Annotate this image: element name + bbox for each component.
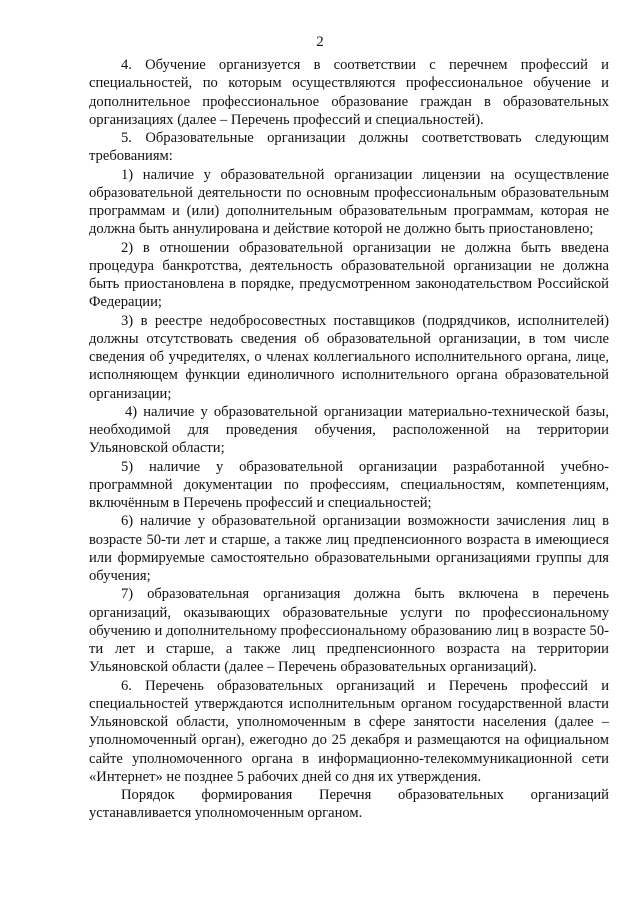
closing-paragraph: Порядок формирования Перечня образовательных организаций устанавливается уполномоченным органом.	[89, 787, 609, 822]
requirement-1: 1) наличие у образовательной организации лицензии на осуществление образовательной деятельности по основным профессиональным образовательным программам и (или) дополнительным образовательным программам, которая не должна быть аннулирована и действие которой не должно быть приостановлено;	[89, 166, 609, 238]
requirement-4: 4) наличие у образовательной организации материально-технической базы, необходимой для проведения обучения, расположенной на территории Ульяновской области;	[89, 403, 609, 457]
paragraph-item-6: 6. Перечень образовательных организаций и Перечень профессий и специальностей утверждаются исполнительным органом государственной власти Ульяновской области, уполномоченным в сфере занятости населения (далее – уполномоченный орган), ежегодно до 25 декабря и размещаются на официальном сайте уполномоченного органа в информационно-телекоммуникационной сети «Интернет» не позднее 5 рабочих дней со дня их утверждения.	[89, 677, 609, 785]
requirement-6: 6) наличие у образовательной организации возможности зачисления лиц в возрасте 50-ти лет и старше, а также лиц предпенсионного возраста в имеющиеся или формируемые самостоятельно образовательными организациями группы для обучения;	[89, 513, 609, 584]
paragraph-item-5: 5. Образовательные организации должны соответствовать следующим требованиям:	[89, 130, 609, 165]
page-number: 2	[316, 34, 324, 50]
paragraph-item-4: 4. Обучение организуется в соответствии с перечнем профессий и специальностей, по которым осуществляются профессиональное обучение и дополнительное профессиональное образование граждан в образовательных организациях (далее – Перечень профессий и специальностей).	[89, 57, 609, 128]
requirement-2: 2) в отношении образовательной организации не должна быть введена процедура банкротства, деятельность образовательной организации не должна быть приостановлена в порядке, предусмотренном законодательством Российской Федерации;	[89, 239, 609, 311]
requirement-7: 7) образовательная организация должна быть включена в перечень организаций, оказывающих образовательные услуги по профессиональному обучению и дополнительному профессиональному образованию лиц в возрасте 50-ти лет и старше, а также лиц предпенсионного возраста на территории Ульяновской области (далее – Перечень образовательных организаций).	[89, 586, 609, 676]
requirement-5: 5) наличие у образовательной организации разработанной учебно-программной документации по профессиям, специальностям, компетенциям, включённым в Перечень профессий и специальностей;	[89, 458, 609, 511]
document-body	[89, 56, 609, 823]
requirement-3: 3) в реестре недобросовестных поставщиков (подрядчиков, исполнителей) должны отсутствовать сведения об образовательной организации, в том числе сведения об учредителях, о членах коллегиального исполнительного органа, лице, исполняющем функции единоличного исполнительного органа образовательной организации;	[89, 312, 609, 402]
